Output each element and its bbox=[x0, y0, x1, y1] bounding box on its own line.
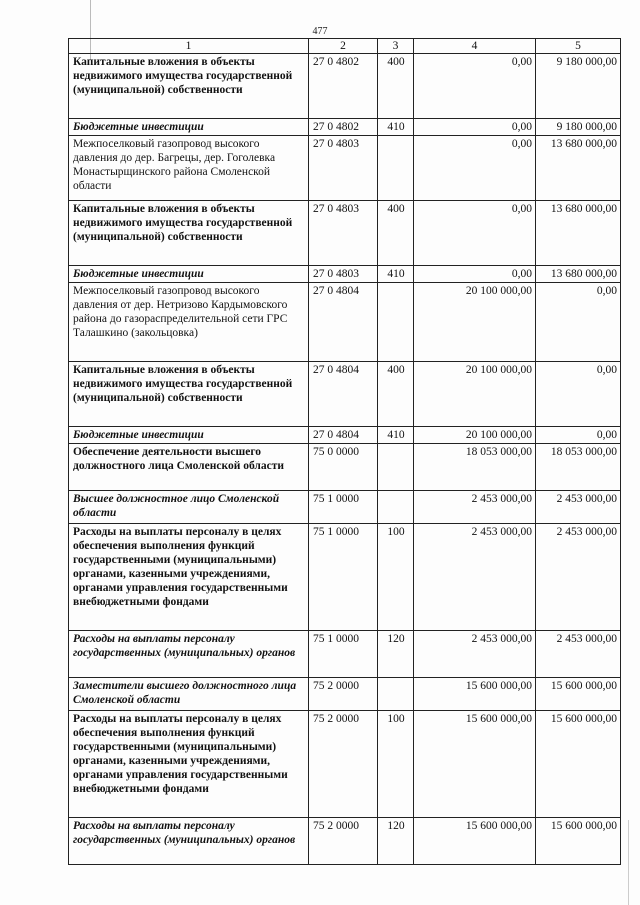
table-header-row bbox=[69, 39, 621, 54]
row-amount-1-cell: 15 600 000,00 bbox=[414, 711, 536, 818]
table-row bbox=[69, 201, 621, 266]
row-name-cell: Расходы на выплаты персоналу в целях обеспечения выполнения функций государственными (муниципальными) органами, казенными учреждениями, органами управления государственными внебюджетными фондами bbox=[69, 524, 309, 631]
row-code-cell: 27 0 4804 bbox=[309, 283, 378, 362]
row-name-cell: Расходы на выплаты персоналу государственных (муниципальных) органов bbox=[69, 818, 309, 865]
table-row bbox=[69, 678, 621, 711]
row-code-cell: 27 0 4804 bbox=[309, 362, 378, 427]
row-expense-type-cell: 100 bbox=[378, 524, 414, 631]
column-header: 2 bbox=[309, 39, 378, 54]
row-amount-2-cell: 13 680 000,00 bbox=[536, 266, 621, 283]
row-amount-2-cell: 15 600 000,00 bbox=[536, 678, 621, 711]
row-amount-2-cell: 9 180 000,00 bbox=[536, 54, 621, 119]
row-name-cell: Бюджетные инвестиции bbox=[69, 427, 309, 444]
row-expense-type-cell bbox=[378, 491, 414, 524]
table-body bbox=[69, 54, 621, 865]
row-expense-type-cell: 400 bbox=[378, 201, 414, 266]
row-amount-2-cell: 0,00 bbox=[536, 362, 621, 427]
row-name-cell: Капитальные вложения в объекты недвижимого имущества государственной (муниципальной) собственности bbox=[69, 54, 309, 119]
table-row bbox=[69, 427, 621, 444]
row-expense-type-cell: 400 bbox=[378, 54, 414, 119]
table-row bbox=[69, 54, 621, 119]
budget-table bbox=[68, 38, 621, 865]
row-amount-2-cell: 18 053 000,00 bbox=[536, 444, 621, 491]
row-code-cell: 75 2 0000 bbox=[309, 711, 378, 818]
row-amount-1-cell: 0,00 bbox=[414, 201, 536, 266]
row-code-cell: 75 2 0000 bbox=[309, 678, 378, 711]
row-expense-type-cell: 120 bbox=[378, 631, 414, 678]
row-code-cell: 75 1 0000 bbox=[309, 631, 378, 678]
row-amount-1-cell: 20 100 000,00 bbox=[414, 427, 536, 444]
table-row bbox=[69, 491, 621, 524]
row-name-cell: Капитальные вложения в объекты недвижимого имущества государственной (муниципальной) собственности bbox=[69, 201, 309, 266]
row-name-cell: Бюджетные инвестиции bbox=[69, 266, 309, 283]
table-row bbox=[69, 119, 621, 136]
column-header: 1 bbox=[69, 39, 309, 54]
row-code-cell: 27 0 4803 bbox=[309, 201, 378, 266]
row-amount-2-cell: 15 600 000,00 bbox=[536, 711, 621, 818]
row-amount-1-cell: 20 100 000,00 bbox=[414, 362, 536, 427]
row-name-cell: Межпоселковый газопровод высокого давления от дер. Нетризово Кардымовского района до газораспределительной сети ГРС Талашкино (закольцовка) bbox=[69, 283, 309, 362]
row-expense-type-cell: 400 bbox=[378, 362, 414, 427]
row-name-cell: Высшее должностное лицо Смоленской области bbox=[69, 491, 309, 524]
row-amount-1-cell: 0,00 bbox=[414, 54, 536, 119]
row-code-cell: 75 1 0000 bbox=[309, 524, 378, 631]
row-expense-type-cell bbox=[378, 136, 414, 201]
row-amount-1-cell: 2 453 000,00 bbox=[414, 491, 536, 524]
row-amount-2-cell: 2 453 000,00 bbox=[536, 524, 621, 631]
row-name-cell: Обеспечение деятельности высшего должностного лица Смоленской области bbox=[69, 444, 309, 491]
row-amount-1-cell: 15 600 000,00 bbox=[414, 678, 536, 711]
table-row bbox=[69, 266, 621, 283]
row-code-cell: 27 0 4803 bbox=[309, 136, 378, 201]
column-header: 3 bbox=[378, 39, 414, 54]
row-expense-type-cell: 120 bbox=[378, 818, 414, 865]
row-code-cell: 27 0 4802 bbox=[309, 54, 378, 119]
row-expense-type-cell: 410 bbox=[378, 266, 414, 283]
row-amount-2-cell: 15 600 000,00 bbox=[536, 818, 621, 865]
row-name-cell: Межпоселковый газопровод высокого давления до дер. Багрецы, дер. Гоголевка Монастырщинского района Смоленской области bbox=[69, 136, 309, 201]
row-amount-2-cell: 13 680 000,00 bbox=[536, 201, 621, 266]
row-expense-type-cell: 410 bbox=[378, 427, 414, 444]
row-code-cell: 75 0 0000 bbox=[309, 444, 378, 491]
table-row bbox=[69, 362, 621, 427]
column-header: 4 bbox=[414, 39, 536, 54]
row-amount-1-cell: 0,00 bbox=[414, 119, 536, 136]
row-name-cell: Расходы на выплаты персоналу государственных (муниципальных) органов bbox=[69, 631, 309, 678]
row-amount-1-cell: 2 453 000,00 bbox=[414, 524, 536, 631]
table-row bbox=[69, 444, 621, 491]
table-row bbox=[69, 711, 621, 818]
row-code-cell: 75 1 0000 bbox=[309, 491, 378, 524]
row-expense-type-cell bbox=[378, 678, 414, 711]
row-expense-type-cell bbox=[378, 283, 414, 362]
row-amount-1-cell: 15 600 000,00 bbox=[414, 818, 536, 865]
row-amount-1-cell: 0,00 bbox=[414, 136, 536, 201]
row-amount-2-cell: 0,00 bbox=[536, 283, 621, 362]
row-amount-2-cell: 13 680 000,00 bbox=[536, 136, 621, 201]
table-row bbox=[69, 631, 621, 678]
row-code-cell: 27 0 4802 bbox=[309, 119, 378, 136]
row-name-cell: Капитальные вложения в объекты недвижимого имущества государственной (муниципальной) собственности bbox=[69, 362, 309, 427]
row-name-cell: Бюджетные инвестиции bbox=[69, 119, 309, 136]
row-expense-type-cell: 100 bbox=[378, 711, 414, 818]
row-expense-type-cell bbox=[378, 444, 414, 491]
row-amount-1-cell: 0,00 bbox=[414, 266, 536, 283]
row-amount-2-cell: 9 180 000,00 bbox=[536, 119, 621, 136]
row-name-cell: Расходы на выплаты персоналу в целях обеспечения выполнения функций государственными (муниципальными) органами, казенными учреждениями, органами управления государственными внебюджетными фондами bbox=[69, 711, 309, 818]
row-code-cell: 27 0 4804 bbox=[309, 427, 378, 444]
table-row bbox=[69, 524, 621, 631]
row-name-cell: Заместители высшего должностного лица Смоленской области bbox=[69, 678, 309, 711]
row-amount-2-cell: 2 453 000,00 bbox=[536, 631, 621, 678]
row-amount-2-cell: 2 453 000,00 bbox=[536, 491, 621, 524]
row-expense-type-cell: 410 bbox=[378, 119, 414, 136]
row-amount-1-cell: 20 100 000,00 bbox=[414, 283, 536, 362]
scan-margin-line bbox=[628, 820, 629, 905]
table-row bbox=[69, 136, 621, 201]
table-row bbox=[69, 283, 621, 362]
page-number: 477 bbox=[312, 26, 328, 37]
row-amount-1-cell: 2 453 000,00 bbox=[414, 631, 536, 678]
row-amount-1-cell: 18 053 000,00 bbox=[414, 444, 536, 491]
row-code-cell: 27 0 4803 bbox=[309, 266, 378, 283]
row-amount-2-cell: 0,00 bbox=[536, 427, 621, 444]
table-row bbox=[69, 818, 621, 865]
column-header: 5 bbox=[536, 39, 621, 54]
row-code-cell: 75 2 0000 bbox=[309, 818, 378, 865]
